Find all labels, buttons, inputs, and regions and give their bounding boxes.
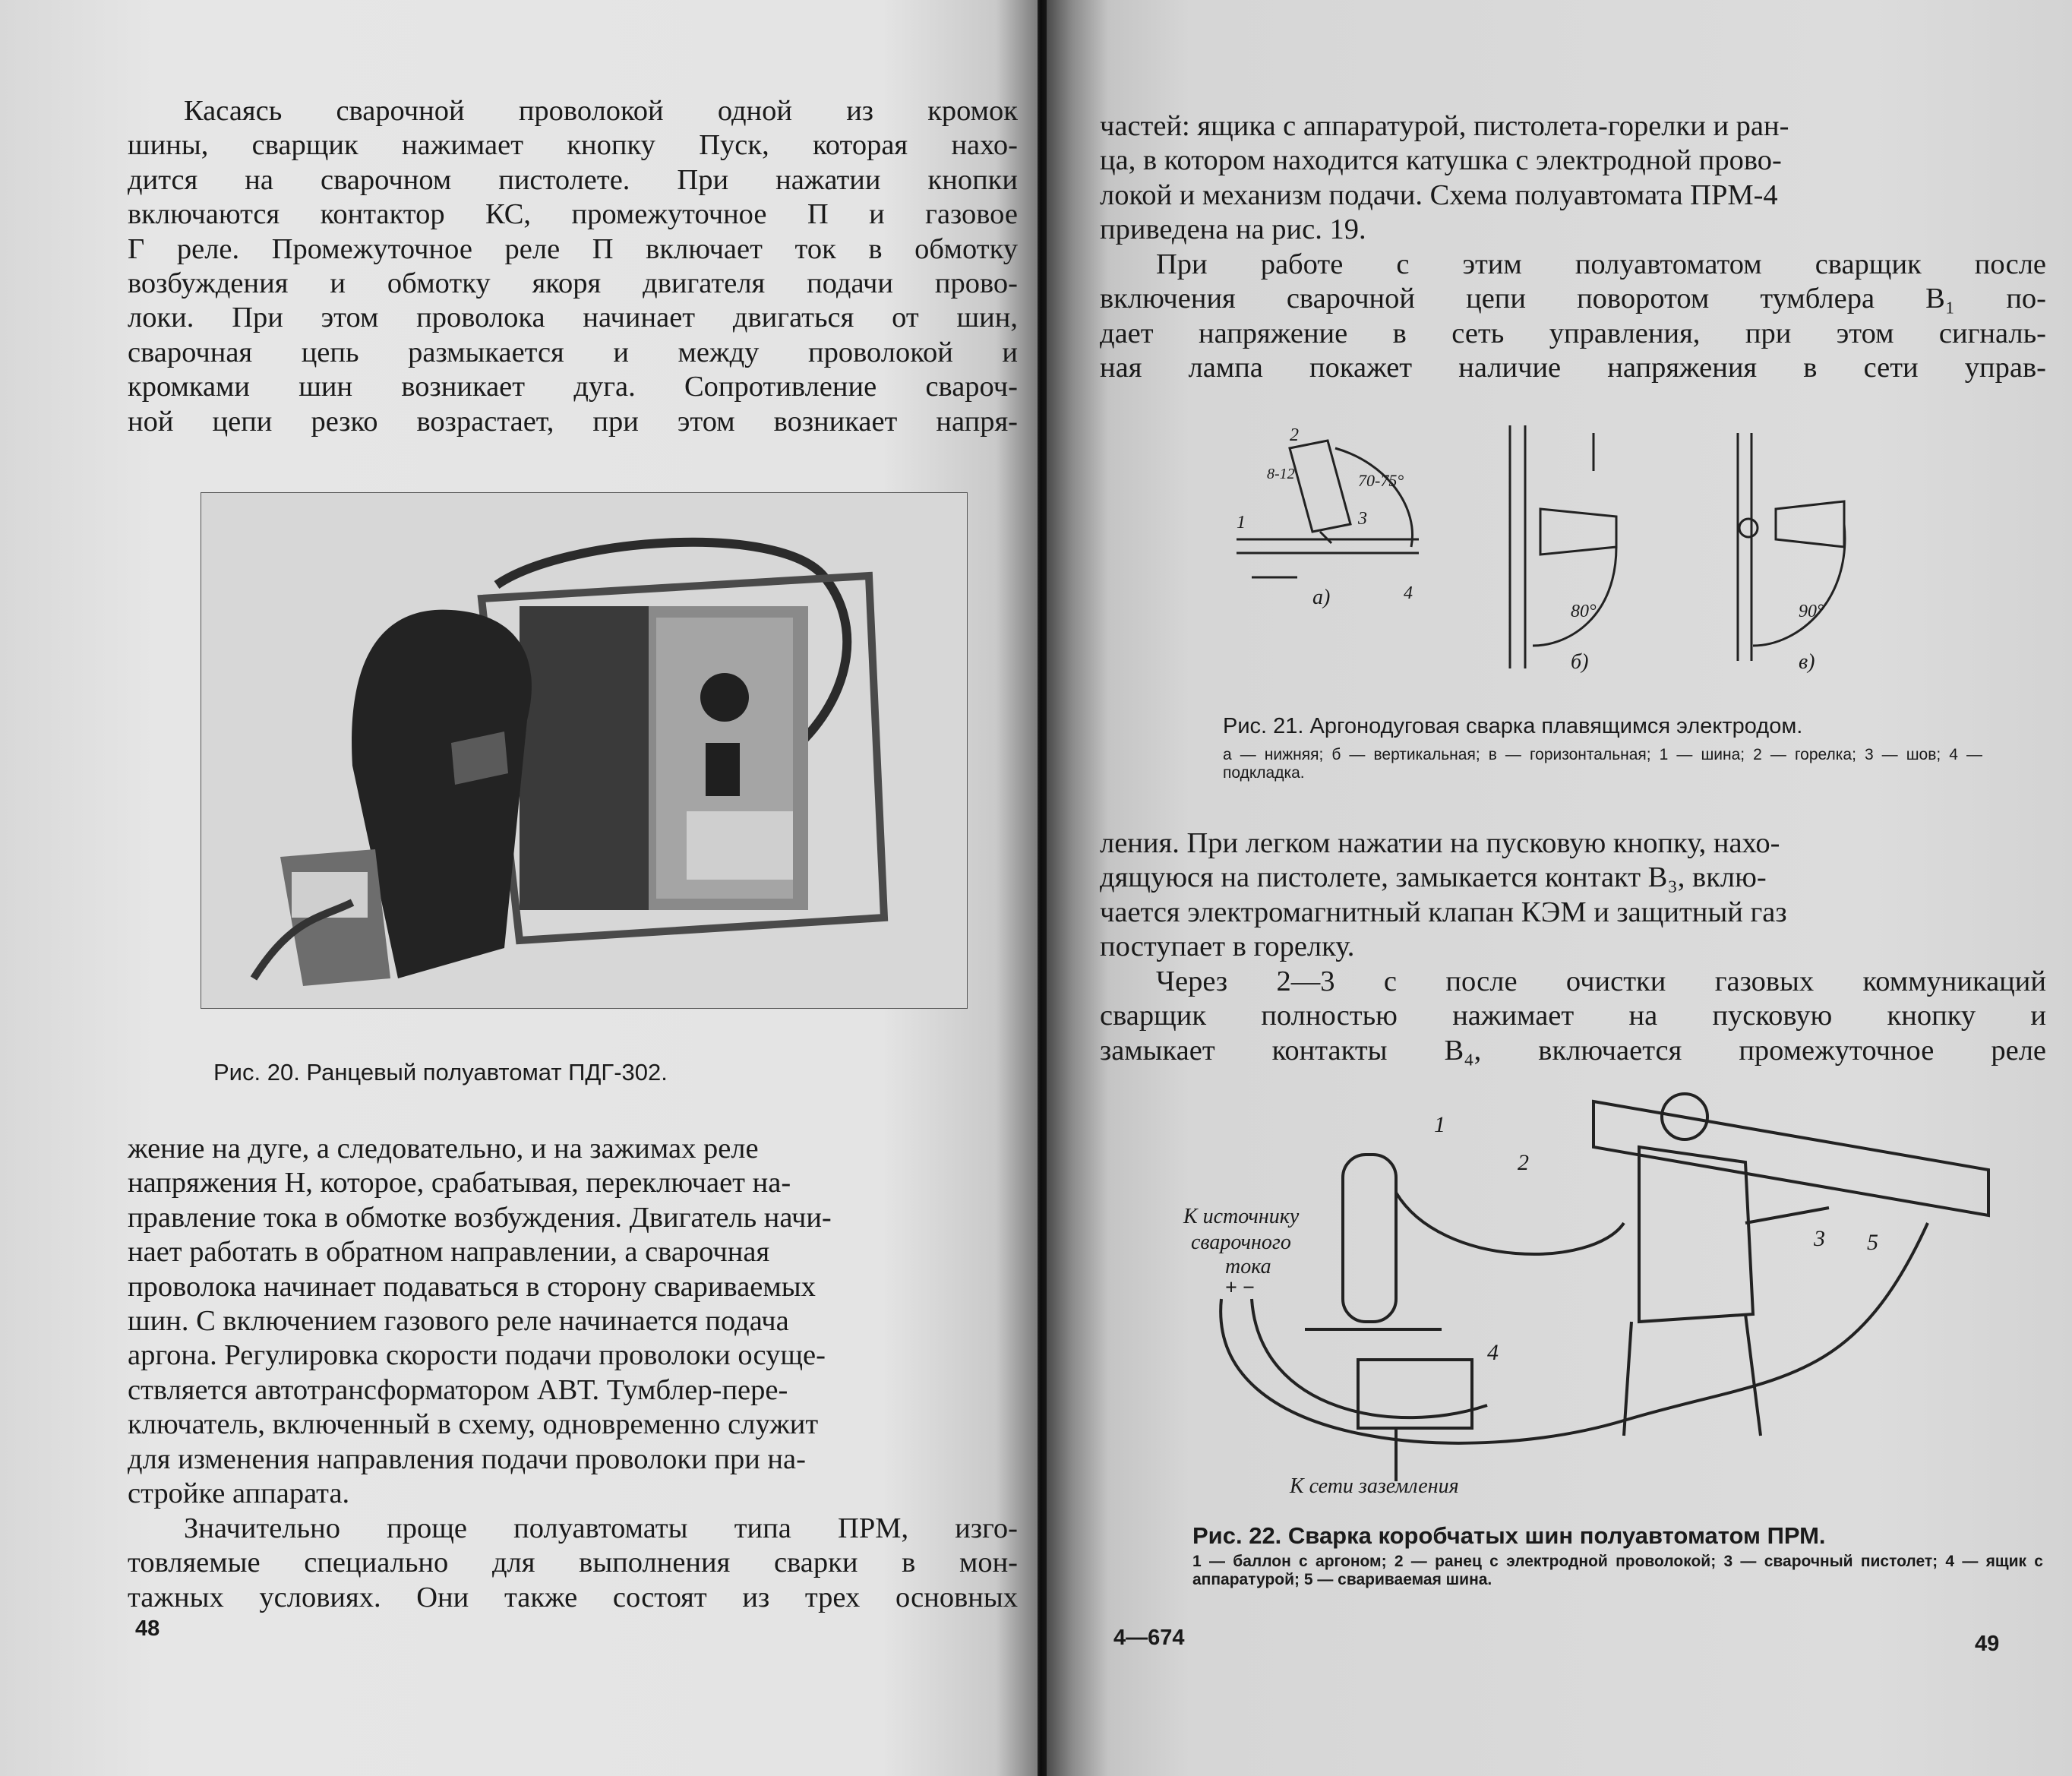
left-middle-line: правление тока в обмотке возбуждения. Двигатель начи- [128, 1201, 832, 1234]
fig22-num-4: 4 [1487, 1340, 1499, 1365]
paragraph-fourth [1100, 965, 2046, 1068]
fig21-label-a: а) [1312, 586, 1331, 609]
right-top-line: приведена на рис. 19. [1100, 213, 1366, 246]
left-middle-line: ствляется автотрансформатором АВТ. Тумблер-пере- [128, 1373, 788, 1406]
paragraph-top [128, 94, 1018, 439]
fig22-num-1: 1 [1434, 1112, 1445, 1137]
fig22-num-3: 3 [1814, 1226, 1825, 1251]
right-third-line: поступает в горелку. [1100, 931, 1355, 963]
fig22-num-2: 2 [1518, 1150, 1529, 1175]
left-top-line: дится на сварочном пистолете. При нажатии кнопки [128, 163, 1018, 196]
fig21-num-3: 3 [1358, 509, 1367, 529]
right-second-line: ная лампа покажет наличие напряжения в сети управ- [1100, 352, 2046, 384]
left-top-line: возбуждения и обмотку якоря двигателя подачи прово- [128, 267, 1018, 300]
fig21-dim-a: 8-12 [1267, 466, 1295, 482]
figure-21-legend: а — нижняя; б — вертикальная; в — горизонтальная; 1 — шина; 2 — горелка; 3 — шов; 4 — подкладка. [1223, 746, 1982, 782]
left-bottom-line: Значительно проще полуавтоматы типа ПРМ, изго- [184, 1512, 1018, 1544]
left-middle-line: проволока начинает подаваться в сторону свариваемых [128, 1270, 816, 1303]
figure-22-diagram [1168, 1071, 2019, 1496]
fig21-label-v: в) [1799, 650, 1815, 674]
left-middle-line: ключатель, включенный в схему, одновременно служит [128, 1408, 819, 1441]
paragraph-middle [128, 1132, 1018, 1511]
left-bottom-line: товляемые специально для выполнения сварки в мон- [128, 1547, 1018, 1579]
right-fourth-line: замыкает контакты В₄, включается промежуточное реле [1100, 1034, 2046, 1067]
fig22-num-5: 5 [1867, 1230, 1878, 1255]
fig22-ground-label: К сети заземления [1290, 1474, 1459, 1496]
left-middle-line: для изменения направления подачи проволоки при на- [128, 1443, 806, 1475]
fig22-source-line-3: тока [1225, 1255, 1271, 1278]
paragraph-bottom [128, 1512, 1018, 1615]
fig21-num-1: 1 [1237, 513, 1246, 532]
fig21-label-b: б) [1571, 650, 1589, 674]
left-middle-line: аргона. Регулировка скорости подачи проволоки осуще- [128, 1339, 826, 1372]
page-number-48: 48 [135, 1616, 160, 1641]
left-top-line: сварочная цепь размыкается и между проволокой и [128, 336, 1018, 368]
left-top-line: ной цепи резко возрастает, при этом возникает напря- [128, 405, 1018, 438]
fig21-num-4: 4 [1404, 583, 1413, 603]
left-top-line: шины, сварщик нажимает кнопку Пуск, которая нахо- [128, 129, 1018, 162]
left-top-line: кромками шин возникает дуга. Сопротивление свароч- [128, 371, 1018, 403]
left-middle-line: нает работать в обратном направлении, а сварочная [128, 1236, 770, 1269]
fig22-source-line-1: К источнику [1183, 1205, 1300, 1228]
right-third-line: ления. При легком нажатии на пусковую кнопку, нахо- [1100, 827, 1780, 859]
right-second-line: включения сварочной цепи поворотом тумблера В₁ по- [1100, 283, 2046, 315]
left-bottom-line: тажных условиях. Они также состоят из трех основных [128, 1581, 1018, 1613]
left-top-line: включаются контактор КС, промежуточное П и газовое [128, 198, 1018, 231]
left-top-line: локи. При этом проволока начинает двигаться от шин, [128, 302, 1018, 334]
argon-arc-welding-diagram [1221, 418, 1981, 676]
right-top-line: ца, в котором находится катушка с электродной прово- [1100, 144, 1782, 177]
welding-machine-photo [201, 492, 968, 1009]
figure-21-caption: Рис. 21. Аргонодуговая сварка плавящимся электродом. [1223, 714, 1803, 738]
right-fourth-line: Через 2—3 с после очистки газовых коммуникаций [1156, 965, 2046, 997]
right-fourth-line: сварщик полностью нажимает на пусковую кнопку и [1100, 1000, 2046, 1032]
left-middle-line: напряжения Н, которое, срабатывая, переключает на- [128, 1167, 791, 1199]
left-top-line: Г реле. Промежуточное реле П включает ток в обмотку [128, 232, 1018, 265]
left-middle-line: стройке аппарата. [128, 1477, 350, 1510]
right-third-line: дящуюся на пистолете, замыкается контакт В₃, вклю- [1100, 861, 1767, 894]
figure-20-caption: Рис. 20. Ранцевый полуавтомат ПДГ-302. [213, 1059, 668, 1086]
right-second-line: При работе с этим полуавтоматом сварщик после [1156, 248, 2046, 280]
figure-20-photo [201, 492, 968, 1009]
right-top-line: частей: ящика с аппаратурой, пистолета-горелки и ран- [1100, 110, 1789, 142]
fig22-polarity: + − [1225, 1276, 1255, 1300]
fig21-angle-a: 70-75° [1358, 471, 1404, 490]
page-number-49: 49 [1975, 1632, 2000, 1656]
paragraph-second [1100, 248, 2046, 386]
right-page [1047, 0, 2072, 1776]
signature-mark: 4—674 [1113, 1626, 1185, 1650]
fig21-angle-v: 90° [1799, 602, 1824, 621]
figure-22-caption: Рис. 22. Сварка коробчатых шин полуавтоматом ПРМ. [1192, 1522, 1826, 1549]
left-middle-line: шин. С включением газового реле начинается подача [128, 1305, 789, 1338]
right-second-line: дает напряжение в сеть управления, при этом сигналь- [1100, 317, 2046, 349]
fig21-num-2: 2 [1290, 425, 1299, 445]
box-bus-welding-diagram [1168, 1071, 2019, 1496]
figure-22-legend: 1 — баллон с аргоном; 2 — ранец с электродной проволокой; 3 — сварочный пистолет; 4 — ящик с аппаратурой; 5 — свариваемая шина. [1192, 1553, 2043, 1588]
paragraph-top [1100, 109, 2046, 248]
fig22-source-line-2: сварочного [1191, 1231, 1291, 1254]
right-top-line: локой и механизм подачи. Схема полуавтомата ПРМ-4 [1100, 179, 1778, 211]
right-third-line: чается электромагнитный клапан КЭМ и защитный газ [1100, 896, 1787, 928]
fig21-angle-b: 80° [1571, 602, 1597, 621]
figure-21-diagram [1221, 418, 1981, 676]
left-top-line: Касаясь сварочной проволокой одной из кромок [184, 95, 1018, 127]
left-middle-line: жение на дуге, а следовательно, и на зажимах реле [128, 1133, 759, 1165]
paragraph-third [1100, 826, 2046, 965]
